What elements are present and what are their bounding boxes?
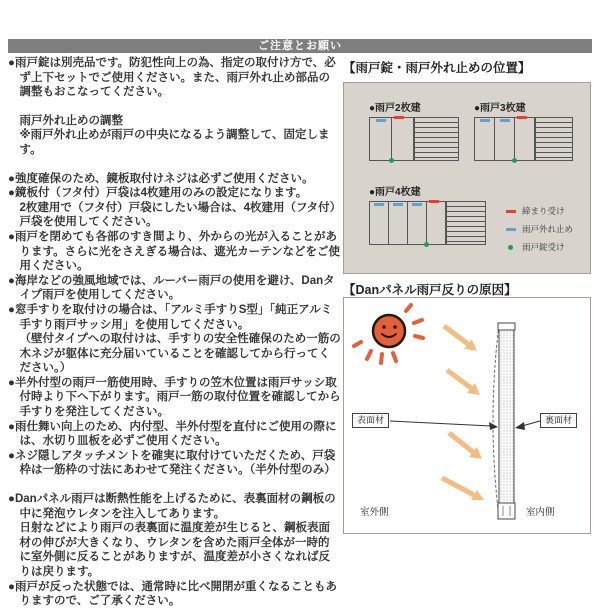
legend-label: 雨戸外れ止め (522, 224, 574, 234)
detach-stopper-mark-icon (480, 119, 490, 122)
indoor-side-label: 室内側 (526, 507, 555, 518)
shutter-case (446, 201, 486, 245)
shutter-diagram-4panel (369, 183, 486, 245)
positions-section-title: 【雨戸錠・雨戸外れ止めの位置】 (343, 61, 531, 75)
note-item: ●海岸などの強風地域では、ルーバー雨戸の使用を避け、Danタイプ雨戸を使用してください。 (8, 274, 335, 302)
lock-keeper-mark-icon (389, 158, 394, 163)
note-item: ●雨仕舞い向上のため、内付型、半外付型を直付にご使用の際には、水切り皿板を必ずご使用ください。 (8, 420, 337, 448)
notes-list (8, 56, 341, 609)
diagram-label: ●雨戸3枚建 (474, 103, 526, 114)
shutter-panel (391, 117, 414, 161)
note-item: ●Danパネル雨戸は断熱性能を上げるために、表裏面材の鋼板の中に発泡ウレタンを注入してあります。 (8, 493, 336, 520)
latch-keeper-mark-icon (506, 210, 516, 213)
note-item: 雨戸外れ止めの調整 (19, 114, 123, 127)
latch-keeper-mark-icon (394, 116, 404, 119)
shutter-panel (514, 117, 535, 161)
shutter-panel (388, 201, 408, 245)
shutter-panel (426, 201, 446, 245)
detach-stopper-mark-icon (500, 119, 510, 122)
legend-row (506, 241, 573, 253)
shutter-panel (369, 201, 389, 245)
diagram-legend (506, 205, 573, 259)
shutter-diagram-3panel (474, 99, 573, 161)
note-item: ●窓手すりを取付けの場合は、「アルミ手すりS型」「純正アルミ手すり雨戸サッシ用」を使用してください。 (8, 303, 333, 331)
sun-icon (354, 305, 423, 363)
back-material-label: 裏面材 (540, 413, 577, 428)
detach-stopper-mark-icon (374, 203, 384, 206)
shutter-panel (474, 117, 495, 161)
diagram-label: ●雨戸4枚建 (369, 187, 421, 198)
note-item: ※雨戸外れ止めが雨戸の中央になるよう調整して、固定します。 (19, 129, 330, 156)
warp-section-title: 【Danパネル雨戸反りの原因】 (343, 283, 517, 297)
shutter-panel (369, 117, 392, 161)
label-pointer-arrows (390, 421, 540, 430)
note-item: ●雨戸が反った状態では、通常時に比べ開閉が重くなることもありますので、ご了承ください。 (8, 580, 337, 608)
panels (474, 117, 535, 161)
note-item: ●鏡板付（フタ付）戸袋は4枚建用のみの設定になります。 (8, 187, 308, 200)
positions-diagram-box (343, 82, 591, 274)
note-item: ●半外付型の雨戸一筋使用時、手すりの笠木位置は雨戸サッシ取付時より下へ下がります。雨戸一筋の取付位置を確認してから手すりを発注してください。 (8, 376, 341, 419)
note-item: ●雨戸を閉めても各部のすき間より、外からの光が入ることがあります。さらに光をさえぎる場合は、遮光カーテンなどをご使用ください。 (8, 230, 341, 273)
shutter-case (414, 117, 459, 161)
shutter-panel-section (493, 323, 515, 519)
lock-keeper-mark-icon (508, 245, 513, 250)
detach-stopper-mark-icon (376, 119, 386, 122)
note-item: 2枚建用で（フタ付）戸袋にしたい場合は、4枚建用（フタ付）戸袋を使用してください。 (19, 201, 336, 229)
detach-stopper-mark-icon (506, 228, 516, 231)
panels (369, 117, 414, 161)
legend-row (506, 205, 573, 217)
note-item: ●強度確保のため、鏡板取付けネジは必ずご使用ください。 (8, 172, 314, 185)
detach-stopper-mark-icon (412, 203, 422, 206)
lock-keeper-mark-icon (424, 242, 429, 247)
notice-header-bar: ご注意とお願い (8, 39, 592, 53)
legend-row (506, 223, 573, 235)
latch-keeper-mark-icon (517, 116, 527, 119)
shutter-case (535, 117, 573, 161)
note-item: （壁付タイプへの取付けは、手すりの安全性確保のため一筋の木ネジが躯体に充分届いていることを確認してから行ってください。） (19, 333, 341, 375)
note-item: ●雨戸錠は別売品です。防犯性向上の為、指定の取付け方で、必ず上下セットでご使用ください。また、雨戸外れ止め部品の調整もおこなってください。 (8, 57, 336, 99)
lock-keeper-mark-icon (512, 158, 517, 163)
latch-keeper-mark-icon (429, 200, 439, 203)
legend-label: 雨戸錠受け (522, 242, 565, 252)
shutter-panel (407, 201, 427, 245)
note-item: 日射などにより雨戸の表裏面に温度差が生じると、鋼板表面材の伸びが大きくなり、ウレタンを含めた雨戸全体が一時的に室外側に反ることがありますが、温度差が小さくなれば反りは戻ります。 (19, 522, 330, 578)
shutter-panel (494, 117, 515, 161)
sunlight-arrow-icons (442, 326, 484, 500)
legend-label: 締まり受け (522, 206, 565, 216)
outdoor-side-label: 室外側 (360, 507, 389, 518)
shutter-diagram-2panel (369, 99, 459, 161)
diagram-label: ●雨戸2枚建 (369, 103, 421, 114)
note-item: ●ネジ隠しアタッチメントを確実に取付けていただくため、戸袋枠は一筋枠の寸法にあわせて発注ください。（半外付型のみ） (8, 449, 336, 477)
detach-stopper-mark-icon (393, 203, 403, 206)
warp-diagram-box (343, 297, 591, 534)
front-material-label: 表面材 (352, 413, 389, 428)
panels (369, 201, 446, 245)
